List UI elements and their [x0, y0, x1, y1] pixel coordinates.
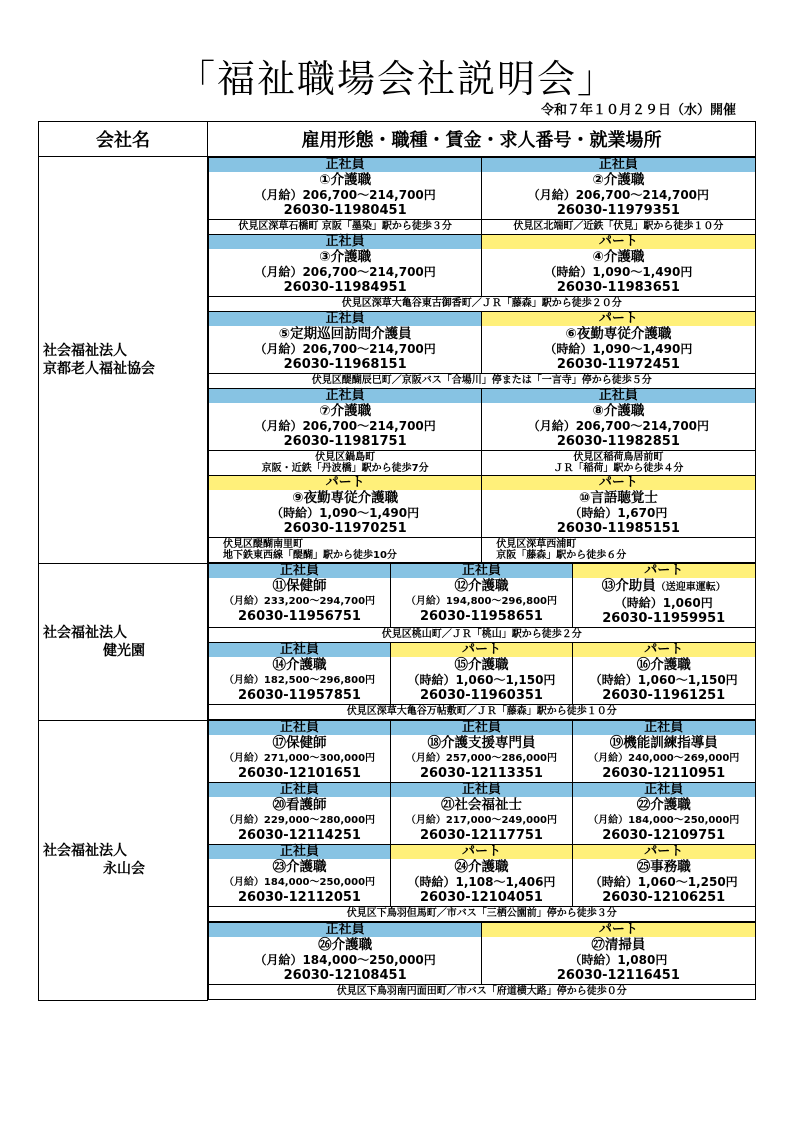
job-salary: （時給）1,108～1,406円: [407, 875, 556, 889]
job-title: ⑨夜勤専従介護職: [292, 490, 399, 506]
job-title: ⑮介護職: [454, 657, 509, 673]
company-name: 社会福祉法人 永山会: [39, 720, 208, 1000]
job-location: 伏見区醍醐南里町 地下鉄東西線「醍醐」駅から徒歩10分: [209, 538, 482, 563]
job-card: [209, 158, 482, 220]
job-number: 26030-11959951: [602, 611, 726, 626]
company-row: [39, 720, 756, 1000]
job-title: ⑤定期巡回訪問介護員: [278, 326, 412, 342]
job-title: ㉓介護職: [272, 859, 327, 875]
job-location: 伏見区深草西浦町 京阪「藤森」駅から徒歩６分: [482, 538, 755, 563]
job-number: 26030-11968151: [283, 357, 407, 372]
job-salary: （月給）206,700～214,700円: [254, 419, 436, 433]
job-salary: （時給）1,090～1,490円: [544, 342, 693, 356]
job-card: [209, 923, 482, 985]
employment-type: パート: [482, 235, 754, 249]
job-number: 26030-11956751: [237, 609, 361, 624]
job-salary: （月給）182,500～296,800円: [223, 675, 376, 686]
employment-type: 正社員: [209, 235, 481, 249]
job-number: 26030-12112051: [237, 890, 361, 905]
job-salary: （月給）271,000～300,000円: [223, 753, 376, 764]
employment-type: パート: [482, 923, 754, 937]
job-title: ⑦介護職: [319, 403, 372, 419]
job-number: 26030-11982851: [556, 434, 680, 449]
employment-type: パート: [482, 312, 754, 326]
job-salary: （月給）184,000～250,000円: [588, 815, 740, 826]
company-row: [39, 157, 756, 564]
job-title: ⑩言語聴覚士: [578, 490, 658, 506]
job-salary: （月給）206,700～214,700円: [254, 265, 436, 279]
job-location: 伏見区北端町／近鉄「伏見」駅から徒歩１０分: [482, 220, 755, 235]
employment-type: パート: [391, 845, 572, 859]
job-number: 26030-12101651: [237, 766, 361, 781]
employment-type: 正社員: [209, 158, 481, 172]
job-card: [209, 476, 482, 538]
job-title: ③介護職: [319, 249, 372, 265]
detail-column-header: 雇用形態・職種・賃金・求人番号・就業場所: [208, 122, 756, 157]
job-number: 26030-11961251: [602, 688, 726, 703]
employment-type: 正社員: [482, 389, 754, 403]
job-salary: （月給）206,700～214,700円: [254, 342, 436, 356]
job-table: [38, 121, 756, 1001]
job-salary: （時給）1,060円: [614, 596, 713, 610]
job-title: ㉕事務職: [636, 859, 691, 875]
job-salary: （月給）194,800～296,800円: [405, 596, 558, 607]
job-card: [390, 783, 572, 845]
job-number: 26030-11984951: [283, 280, 407, 295]
job-location: 伏見区深草大亀谷東古御香町／ＪＲ「藤森」駅から徒歩２０分: [209, 297, 756, 312]
job-card: [572, 783, 755, 845]
job-number: 26030-11970251: [283, 521, 407, 536]
job-title: ④介護職: [592, 249, 645, 265]
job-title: ㉔介護職: [454, 859, 509, 875]
job-title: ⑪保健師: [272, 578, 327, 594]
employment-type: 正社員: [573, 783, 755, 797]
job-grid: [208, 563, 756, 720]
job-location: 伏見区醍醐辰巳町／京阪バス「合場川」停または「一言寺」停から徒歩５分: [209, 374, 756, 389]
job-location: 伏見区桃山町／ＪＲ「桃山」駅から徒歩２分: [209, 628, 756, 643]
job-location: 伏見区下鳥羽南円面田町／市バス「府道横大路」停から徒歩０分: [209, 985, 756, 1000]
job-card: [482, 235, 755, 297]
employment-type: 正社員: [209, 783, 390, 797]
job-grid: [208, 720, 756, 922]
job-salary: （月給）206,700～214,700円: [527, 419, 710, 433]
job-card: [390, 721, 572, 783]
job-salary: （時給）1,060～1,150円: [589, 673, 738, 687]
job-salary: （月給）217,000～249,000円: [405, 815, 558, 826]
job-title: ⑫介護職: [454, 578, 509, 594]
employment-type: パート: [573, 643, 755, 657]
job-title: ②介護職: [592, 172, 645, 188]
job-title: ⑳看護師: [272, 797, 327, 813]
employment-type: 正社員: [209, 923, 481, 937]
job-card: [572, 643, 755, 705]
job-card: [482, 476, 755, 538]
company-name: 社会福祉法人 健光園: [39, 563, 208, 720]
job-title: ㉗清掃員: [591, 937, 646, 953]
job-card: [572, 845, 755, 907]
employment-type: 正社員: [573, 721, 755, 735]
company-column-header: 会社名: [39, 122, 208, 157]
job-number: 26030-12109751: [602, 828, 726, 843]
job-salary: （時給）1,090～1,490円: [544, 265, 693, 279]
job-title: ㉖介護職: [318, 937, 373, 953]
job-salary: （時給）1,670円: [569, 506, 668, 520]
employment-type: 正社員: [209, 643, 390, 657]
employment-type: パート: [391, 643, 572, 657]
job-card: [209, 564, 391, 628]
job-number: 26030-11981751: [283, 434, 407, 449]
job-card: [572, 721, 755, 783]
job-title: ①介護職: [319, 172, 372, 188]
job-card: [209, 312, 482, 374]
employment-type: 正社員: [209, 312, 481, 326]
job-title: ⑬介助員（送迎車運転）: [601, 578, 726, 594]
job-card: [209, 235, 482, 297]
job-number: 26030-12113351: [419, 766, 543, 781]
event-date: 令和７年１０月２９日（水）開催: [540, 103, 736, 118]
job-salary: （時給）1,080円: [569, 953, 668, 967]
job-title: ⑰保健師: [272, 735, 327, 751]
company-name: 社会福祉法人 京都老人福祉協会: [39, 157, 208, 564]
job-number: 26030-11960351: [419, 688, 543, 703]
job-number: 26030-11985151: [556, 521, 680, 536]
job-card: [209, 643, 391, 705]
job-card: [482, 923, 755, 985]
job-number: 26030-12106251: [602, 890, 726, 905]
job-salary: （月給）206,700～214,700円: [527, 188, 710, 202]
job-card: [390, 643, 572, 705]
employment-type: パート: [573, 845, 755, 859]
employment-type: パート: [209, 476, 481, 490]
job-number: 26030-12116451: [556, 968, 680, 983]
job-number: 26030-12108451: [283, 968, 407, 983]
job-card: [209, 783, 391, 845]
job-salary: （月給）184,000～250,000円: [223, 877, 376, 888]
job-location: 伏見区深草石橋町 京阪「墨染」駅から徒歩３分: [209, 220, 482, 235]
job-card: [482, 312, 755, 374]
job-number: 26030-11979351: [556, 203, 680, 218]
job-number: 26030-12114251: [237, 828, 361, 843]
job-number: 26030-11958651: [419, 609, 543, 624]
job-number: 26030-11972451: [556, 357, 680, 372]
job-salary: （時給）1,060～1,250円: [589, 875, 738, 889]
job-card: [209, 721, 391, 783]
job-title: ⑥夜勤専従介護職: [565, 326, 672, 342]
employment-type: 正社員: [391, 783, 572, 797]
employment-type: 正社員: [209, 389, 481, 403]
job-location: 伏見区鍋島町 京阪・近鉄「丹波橋」駅から徒歩7分: [209, 451, 482, 476]
job-title: ⑯介護職: [636, 657, 691, 673]
job-number: 26030-12117751: [419, 828, 543, 843]
job-card: [390, 845, 572, 907]
employment-type: 正社員: [209, 845, 390, 859]
employment-type: パート: [573, 564, 755, 578]
job-card: [209, 389, 482, 451]
job-card: [572, 564, 755, 628]
job-title: ⑧介護職: [592, 403, 645, 419]
job-card: [482, 389, 755, 451]
job-salary: （月給）206,700～214,700円: [254, 188, 436, 202]
job-number: 26030-12110951: [602, 766, 726, 781]
employment-type: 正社員: [209, 721, 390, 735]
job-salary: （時給）1,090～1,490円: [271, 506, 420, 520]
employment-type: 正社員: [391, 564, 572, 578]
job-salary: （月給）233,200～294,700円: [223, 596, 376, 607]
company-row: [39, 563, 756, 720]
employment-type: 正社員: [209, 564, 390, 578]
job-location: 伏見区深草大亀谷万帖敷町／ＪＲ「藤森」駅から徒歩１０分: [209, 705, 756, 720]
job-number: 26030-11983651: [556, 280, 680, 295]
job-title: ⑱介護支援専門員: [427, 735, 536, 751]
job-title: ⑲機能訓練指導員: [609, 735, 718, 751]
job-salary: （月給）229,000～280,000円: [223, 815, 376, 826]
job-grid: [208, 922, 756, 1000]
job-number: 26030-11957851: [237, 688, 361, 703]
job-title: ㉒介護職: [636, 797, 691, 813]
job-salary: （月給）240,000～269,000円: [588, 753, 740, 764]
job-salary: （月給）257,000～286,000円: [405, 753, 558, 764]
employment-type: パート: [482, 476, 754, 490]
job-location: 伏見区稲荷鳥居前町 ＪＲ「稲荷」駅から徒歩４分: [482, 451, 755, 476]
job-card: [482, 158, 755, 220]
job-number: 26030-12104051: [419, 890, 543, 905]
job-location: 伏見区下鳥羽但馬町／市バス「三栖公園前」停から徒歩３分: [209, 907, 756, 922]
job-card: [390, 564, 572, 628]
employment-type: 正社員: [482, 158, 754, 172]
job-title: ㉑社会福祉士: [440, 797, 522, 813]
job-salary: （月給）184,000～250,000円: [254, 953, 436, 967]
job-title: ⑭介護職: [272, 657, 327, 673]
job-grid: [208, 157, 756, 563]
job-number: 26030-11980451: [283, 203, 407, 218]
employment-type: 正社員: [391, 721, 572, 735]
job-card: [209, 845, 391, 907]
job-salary: （時給）1,060～1,150円: [407, 673, 556, 687]
page-title: 「福祉職場会社説明会」: [176, 57, 617, 101]
